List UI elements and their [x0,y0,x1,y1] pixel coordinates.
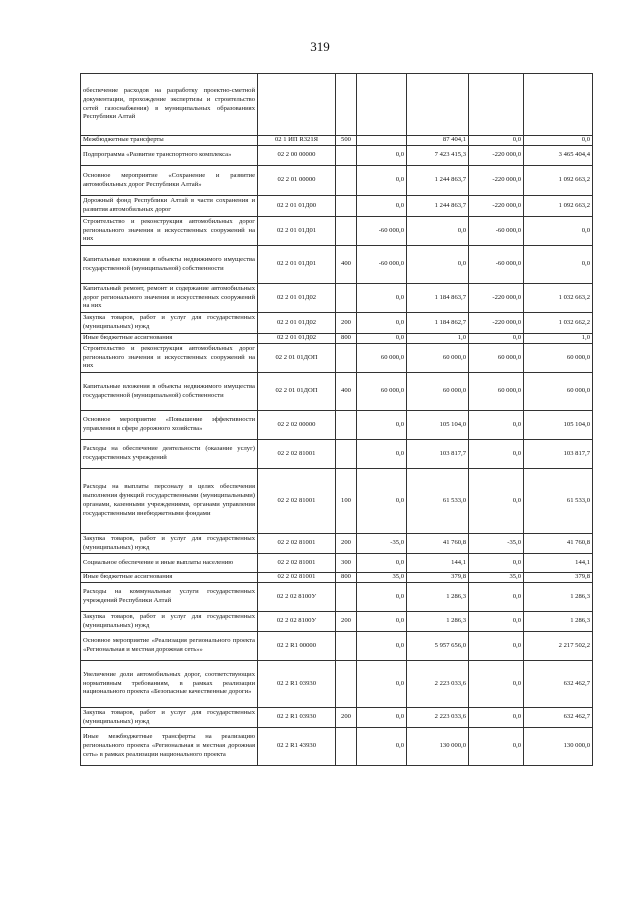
row-value-total-next: 379,8 [524,573,593,583]
row-name: Закупка товаров, работ и услуг для государственных (муниципальных) нужд [81,313,258,334]
table-row [81,411,593,440]
row-name: Межбюджетные трансферты [81,136,258,146]
table-row [81,146,593,166]
table-row [81,440,593,469]
row-value-change-next: 0,0 [469,583,524,612]
row-value-total-next: 1 286,3 [524,612,593,632]
row-expense-type [336,728,357,766]
row-value-change-next: -220 000,0 [469,196,524,217]
row-value-change: 0,0 [357,632,407,661]
row-expense-type: 800 [336,334,357,344]
row-value-change-next: 0,0 [469,334,524,344]
row-expense-type: 200 [336,313,357,334]
row-name: Иные бюджетные ассигнования [81,334,258,344]
row-value-total-next: 1 286,3 [524,583,593,612]
budget-table-body [81,74,593,766]
row-code: 02 2 R1 43930 [258,728,336,766]
row-value-total: 1 184 862,7 [407,313,469,334]
row-value-total-next: 632 462,7 [524,661,593,708]
row-code: 02 2 02 81001 [258,534,336,554]
row-expense-type: 300 [336,554,357,573]
row-value-change-next: 60 000,0 [469,373,524,411]
row-name: Капитальные вложения в объекты недвижимого имущества государственной (муниципальной) собственности [81,373,258,411]
row-code: 02 2 02 8100У [258,612,336,632]
table-row [81,583,593,612]
row-code: 02 2 00 00000 [258,146,336,166]
row-expense-type [336,166,357,196]
row-value-total: 7 423 415,3 [407,146,469,166]
row-value-total: 1 244 863,7 [407,196,469,217]
row-code: 02 2 02 81001 [258,573,336,583]
row-value-total: 0,0 [407,217,469,246]
row-expense-type [336,196,357,217]
row-name: Закупка товаров, работ и услуг для государственных (муниципальных) нужд [81,612,258,632]
table-row [81,284,593,313]
row-value-total-next: 130 000,0 [524,728,593,766]
row-value-total-next: 41 760,8 [524,534,593,554]
row-expense-type: 400 [336,246,357,284]
row-value-change: 0,0 [357,661,407,708]
row-value-total: 379,8 [407,573,469,583]
row-expense-type [336,440,357,469]
row-value-total: 0,0 [407,246,469,284]
table-row [81,166,593,196]
row-value-change: -60 000,0 [357,217,407,246]
table-row [81,246,593,284]
row-name: Строительство и реконструкция автомобильных дорог регионального значения и искусственных сооружений на них [81,344,258,373]
table-row [81,612,593,632]
row-value-total-next: 3 465 404,4 [524,146,593,166]
row-code: 02 2 02 81001 [258,554,336,573]
row-value-change: 0,0 [357,554,407,573]
row-code [258,74,336,136]
row-value-total-next: 61 533,0 [524,469,593,534]
row-expense-type: 500 [336,136,357,146]
row-value-total-next: 1 092 663,2 [524,166,593,196]
row-expense-type [336,74,357,136]
row-value-change-next: 0,0 [469,411,524,440]
row-value-change-next [469,74,524,136]
row-value-change-next: 0,0 [469,612,524,632]
row-value-change: 0,0 [357,196,407,217]
row-value-total: 87 404,1 [407,136,469,146]
row-value-total-next: 105 104,0 [524,411,593,440]
table-row [81,534,593,554]
row-name: Закупка товаров, работ и услуг для государственных (муниципальных) нужд [81,708,258,728]
row-expense-type [336,583,357,612]
row-value-change-next: 60 000,0 [469,344,524,373]
row-value-total: 1 244 863,7 [407,166,469,196]
row-expense-type: 100 [336,469,357,534]
row-value-total: 2 223 033,6 [407,661,469,708]
row-value-total [407,74,469,136]
row-value-change-next: 0,0 [469,469,524,534]
row-value-total: 5 957 656,0 [407,632,469,661]
row-value-total: 41 760,8 [407,534,469,554]
table-row [81,708,593,728]
row-code: 02 2 01 01Д01 [258,217,336,246]
row-value-change: 0,0 [357,612,407,632]
row-value-total: 130 000,0 [407,728,469,766]
row-value-change: -60 000,0 [357,246,407,284]
row-expense-type [336,411,357,440]
row-name: Увеличение доли автомобильных дорог, соответствующих нормативным требованиям, в рамках реализации национального проекта «Безопасные качественные дороги» [81,661,258,708]
row-value-change: -35,0 [357,534,407,554]
row-value-change-next: -35,0 [469,534,524,554]
row-value-change: 0,0 [357,708,407,728]
row-value-change-next: 0,0 [469,554,524,573]
row-value-total: 103 817,7 [407,440,469,469]
row-name: Подпрограмма «Развитие транспортного комплекса» [81,146,258,166]
row-value-total: 1,0 [407,334,469,344]
row-value-total-next: 0,0 [524,246,593,284]
row-name: Расходы на коммунальные услуги государственных учреждений Республики Алтай [81,583,258,612]
row-value-total-next: 103 817,7 [524,440,593,469]
row-expense-type [336,632,357,661]
row-code: 02 2 01 00000 [258,166,336,196]
row-value-change: 35,0 [357,573,407,583]
row-value-change-next: -220 000,0 [469,284,524,313]
table-row [81,661,593,708]
row-value-change-next: 0,0 [469,661,524,708]
row-value-total-next: 1,0 [524,334,593,344]
row-value-total-next: 0,0 [524,217,593,246]
row-value-total-next: 1 032 662,2 [524,313,593,334]
row-value-change-next: -220 000,0 [469,146,524,166]
row-code: 02 2 01 01Д02 [258,313,336,334]
row-value-change [357,74,407,136]
row-code: 02 2 01 01Д00 [258,196,336,217]
row-name: Иные межбюджетные трансферты на реализацию регионального проекта «Региональная и местная дорожная сеть» в рамках реализации национального проекта [81,728,258,766]
row-value-change: 0,0 [357,440,407,469]
row-code: 02 2 R1 03930 [258,661,336,708]
table-row [81,217,593,246]
row-value-change: 60 000,0 [357,344,407,373]
row-name: обеспечение расходов на разработку проектно-сметной документации, прохождение экспертизы и строительство сетей газоснабжения) в муниципальных образованиях Республики Алтай [81,74,258,136]
row-code: 02 2 01 01Д01 [258,246,336,284]
table-row [81,334,593,344]
row-name: Закупка товаров, работ и услуг для государственных (муниципальных) нужд [81,534,258,554]
row-value-total: 1 286,3 [407,612,469,632]
row-value-total-next: 632 462,7 [524,708,593,728]
table-row [81,573,593,583]
table-row [81,728,593,766]
row-code: 02 2 01 01ДОП [258,344,336,373]
row-code: 02 2 01 01Д02 [258,334,336,344]
row-value-total-next: 0,0 [524,136,593,146]
row-value-change-next: -220 000,0 [469,313,524,334]
table-row [81,554,593,573]
table-row [81,74,593,136]
row-value-change: 0,0 [357,334,407,344]
row-value-total: 60 000,0 [407,344,469,373]
row-value-total-next: 1 092 663,2 [524,196,593,217]
row-code: 02 2 R1 00000 [258,632,336,661]
row-expense-type [336,344,357,373]
row-value-change: 0,0 [357,313,407,334]
row-value-total: 105 104,0 [407,411,469,440]
row-name: Социальное обеспечение и иные выплаты населению [81,554,258,573]
row-value-change [357,136,407,146]
row-name: Основное мероприятие «Сохранение и развитие автомобильных дорог Республики Алтай» [81,166,258,196]
row-expense-type: 200 [336,708,357,728]
row-value-total-next: 144,1 [524,554,593,573]
row-value-total: 60 000,0 [407,373,469,411]
row-value-change: 0,0 [357,411,407,440]
table-row [81,632,593,661]
row-value-change-next: 35,0 [469,573,524,583]
table-row [81,373,593,411]
row-value-total-next: 1 032 663,2 [524,284,593,313]
row-value-total-next: 60 000,0 [524,344,593,373]
row-expense-type: 400 [336,373,357,411]
row-value-change-next: 0,0 [469,708,524,728]
row-value-change-next: -60 000,0 [469,246,524,284]
row-value-change: 0,0 [357,146,407,166]
row-value-total: 144,1 [407,554,469,573]
row-value-change: 0,0 [357,166,407,196]
row-expense-type [336,217,357,246]
row-name: Капитальный ремонт, ремонт и содержание автомобильных дорог регионального значения и искусственных сооружений на них [81,284,258,313]
row-value-change: 0,0 [357,728,407,766]
row-code: 02 2 01 01ДОП [258,373,336,411]
table-row [81,196,593,217]
row-value-total: 61 533,0 [407,469,469,534]
row-value-change: 0,0 [357,469,407,534]
table-row [81,136,593,146]
table-row [81,469,593,534]
row-code: 02 2 02 00000 [258,411,336,440]
row-name: Расходы на выплаты персоналу в целях обеспечения выполнения функций государственными (муниципальными) органами, казенными учреждениями, органами управления государственными внебюджетными фондами [81,469,258,534]
row-value-change: 60 000,0 [357,373,407,411]
row-name: Дорожный фонд Республики Алтай в части сохранения и развития автомобильных дорог [81,196,258,217]
row-value-change: 0,0 [357,284,407,313]
row-name: Иные бюджетные ассигнования [81,573,258,583]
row-value-change-next: 0,0 [469,440,524,469]
row-name: Капитальные вложения в объекты недвижимого имущества государственной (муниципальной) собственности [81,246,258,284]
row-name: Основное мероприятие «Реализация регионального проекта «Региональная и местная дорожная сеть»» [81,632,258,661]
row-code: 02 2 01 01Д02 [258,284,336,313]
row-name: Расходы на обеспечение деятельности (оказание услуг) государственных учреждений [81,440,258,469]
row-expense-type [336,661,357,708]
row-expense-type [336,146,357,166]
table-row [81,313,593,334]
row-expense-type: 200 [336,534,357,554]
row-value-change-next: 0,0 [469,136,524,146]
row-expense-type: 200 [336,612,357,632]
row-expense-type: 800 [336,573,357,583]
row-code: 02 2 02 81001 [258,469,336,534]
row-code: 02 1 ИП R321Я [258,136,336,146]
budget-table [80,73,593,766]
page-number: 319 [310,39,330,54]
row-value-total: 1 184 863,7 [407,284,469,313]
table-row [81,344,593,373]
row-value-change-next: 0,0 [469,728,524,766]
row-value-total: 2 223 033,6 [407,708,469,728]
row-value-change-next: -220 000,0 [469,166,524,196]
row-code: 02 2 R1 03930 [258,708,336,728]
row-value-total-next [524,74,593,136]
row-value-total-next: 60 000,0 [524,373,593,411]
row-value-total-next: 2 217 502,2 [524,632,593,661]
row-name: Основное мероприятие «Повышение эффективности управления в сфере дорожного хозяйства» [81,411,258,440]
row-code: 02 2 02 81001 [258,440,336,469]
row-value-change: 0,0 [357,583,407,612]
row-name: Строительство и реконструкция автомобильных дорог регионального значения и искусственных сооружений на них [81,217,258,246]
row-value-change-next: -60 000,0 [469,217,524,246]
row-value-change-next: 0,0 [469,632,524,661]
row-expense-type [336,284,357,313]
row-code: 02 2 02 8100У [258,583,336,612]
row-value-total: 1 286,3 [407,583,469,612]
